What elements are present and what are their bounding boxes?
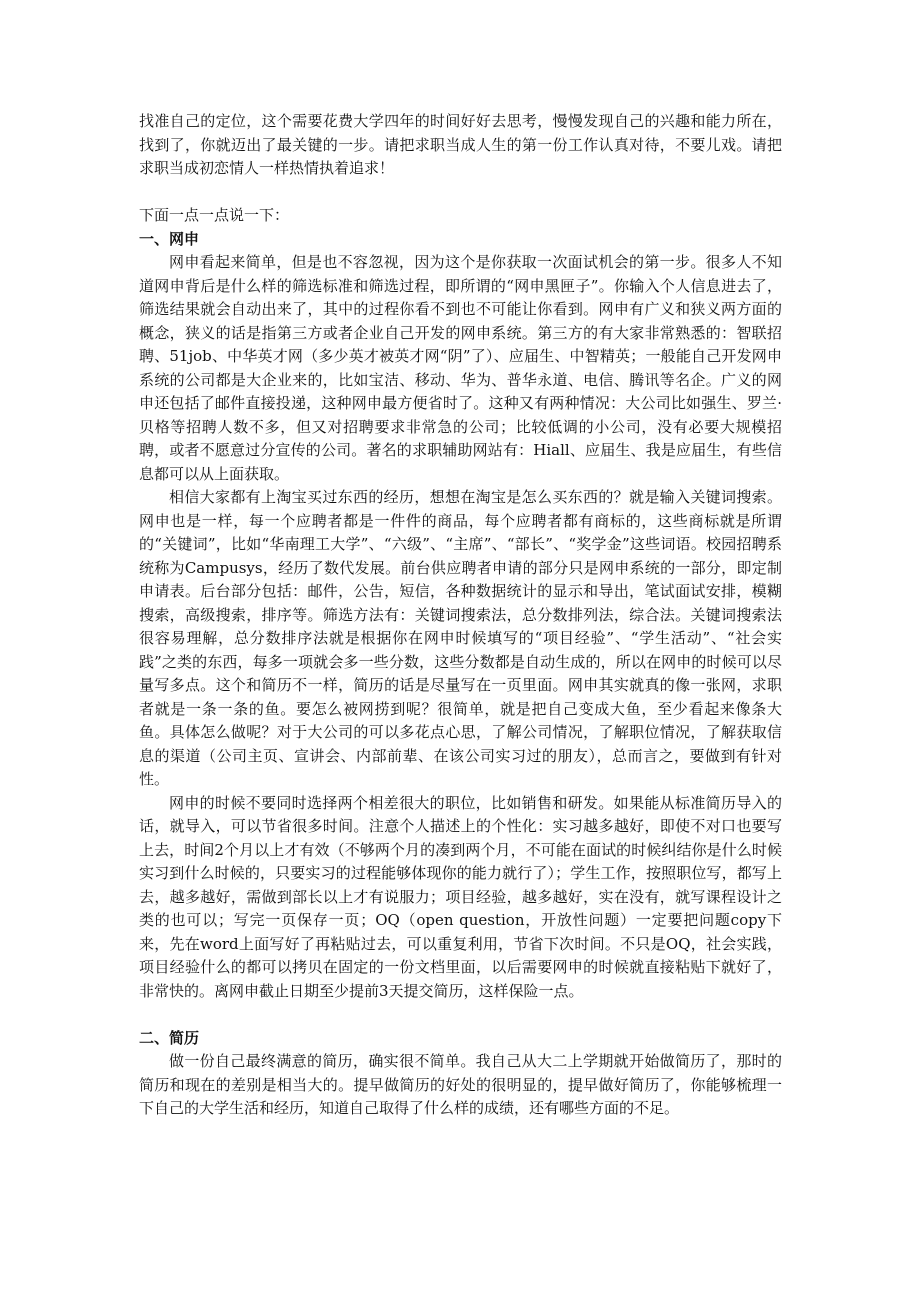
document-page bbox=[139, 110, 782, 1121]
section-heading-resume: 二、简历 bbox=[139, 1028, 200, 1047]
section1-paragraph-1: 网申看起来简单，但是也不容忽视，因为这个是你获取一次面试机会的第一步。很多人不知道网申背后是什么样的筛选标准和筛选过程，即所谓的“网申黑匣子”。你输入个人信息进去了，筛选结果就会自动出来了，其中的过程你看不到也不可能让你看到。网申有广义和狭义两方面的概念，狭义的话是指第三方或者企业自己开发的网申系统。第三方的有大家非常熟悉的：智联招聘、51job、中华英才网（多少英才被英才网“阴”了）、应届生、中智精英；一般能自己开发网申系统的公司都是大企业来的，比如宝洁、移动、华为、普华永道、电信、腾讯等名企。广义的网申还包括了邮件直接投递，这种网申最方便省时了。这种又有两种情况：大公司比如强生、罗兰·贝格等招聘人数不多，但又对招聘要求非常急的公司；比较低调的小公司，没有必要大规模招聘，或者不愿意过分宣传的公司。著名的求职辅助网站有：Hiall、应届生、我是应届生，有些信息都可以从上面获取。 bbox=[139, 253, 782, 483]
paragraph-spacer bbox=[139, 181, 782, 205]
section1-paragraph-2: 相信大家都有上淘宝买过东西的经历，想想在淘宝是怎么买东西的？就是输入关键词搜索。网申也是一样，每一个应聘者都是一件件的商品，每个应聘者都有商标的，这些商标就是所谓的“关键词”，比如“华南理工大学”、“六级”、“主席”、“部长”、“奖学金”这些词语。校园招聘系统称为Campusys，经历了数代发展。前台供应聘者申请的部分只是网申系统的一部分，即定制申请表。后台部分包括：邮件，公告，短信，各种数据统计的显示和导出，笔试面试安排，模糊搜索，高级搜索，排序等。筛选方法有：关键词搜索法，总分数排列法，综合法。关键词搜索法很容易理解，总分数排序法就是根据你在网申时候填写的“项目经验”、“学生活动”、“社会实践”之类的东西，每多一项就会多一些分数，这些分数都是自动生成的，所以在网申的时候可以尽量写多点。这个和简历不一样，简历的话是尽量写在一页里面。网申其实就真的像一张网，求职者就是一条一条的鱼。要怎么被网捞到呢？很简单，就是把自己变成大鱼，至少看起来像条大鱼。具体怎么做呢？对于大公司的可以多花点心思，了解公司情况，了解职位情况，了解获取信息的渠道（公司主页、宣讲会、内部前辈、在该公司实习过的朋友），总而言之，要做到有针对性。 bbox=[139, 488, 782, 788]
section1-paragraph-3: 网申的时候不要同时选择两个相差很大的职位，比如销售和研发。如果能从标准简历导入的话，就导入，可以节省很多时间。注意个人描述上的个性化：实习越多越好，即使不对口也要写上去，时间2个月以上才有效（不够两个月的凑到两个月，不可能在面试的时候纠结你是什么时候实习到什么时候的，只要实习的过程能够体现你的能力就行了）；学生工作，按照职位写，都写上去，越多越好，需做到部长以上才有说服力；项目经验，越多越好，实在没有，就写课程设计之类的也可以；写完一页保存一页；OQ（open question，开放性问题）一定要把问题copy下来，先在word上面写好了再粘贴过去，可以重复利用，节省下次时间。不只是OQ，社会实践，项目经验什么的都可以拷贝在固定的一份文档里面，以后需要网申的时候就直接粘贴下就好了，非常快的。离网申截止日期至少提前3天提交简历，这样保险一点。 bbox=[139, 793, 782, 1000]
lead-line: 下面一点一点说一下： bbox=[139, 206, 290, 224]
section2-paragraph-1: 做一份自己最终满意的简历，确实很不简单。我自己从大二上学期就开始做简历了，那时的简历和现在的差别是相当大的。提早做简历的好处的很明显的，提早做好简历了，你能够梳理一下自己的大学生活和经历，知道自己取得了什么样的成绩，还有哪些方面的不足。 bbox=[139, 1052, 782, 1117]
section-heading-online-application: 一、网申 bbox=[139, 229, 200, 248]
paragraph-spacer bbox=[139, 1003, 782, 1027]
intro-paragraph: 找准自己的定位，这个需要花费大学四年的时间好好去思考，慢慢发现自己的兴趣和能力所在，找到了，你就迈出了最关键的一步。请把求职当成人生的第一份工作认真对待，不要儿戏。请把求职当成初恋情人一样热情执着追求！ bbox=[139, 112, 782, 177]
